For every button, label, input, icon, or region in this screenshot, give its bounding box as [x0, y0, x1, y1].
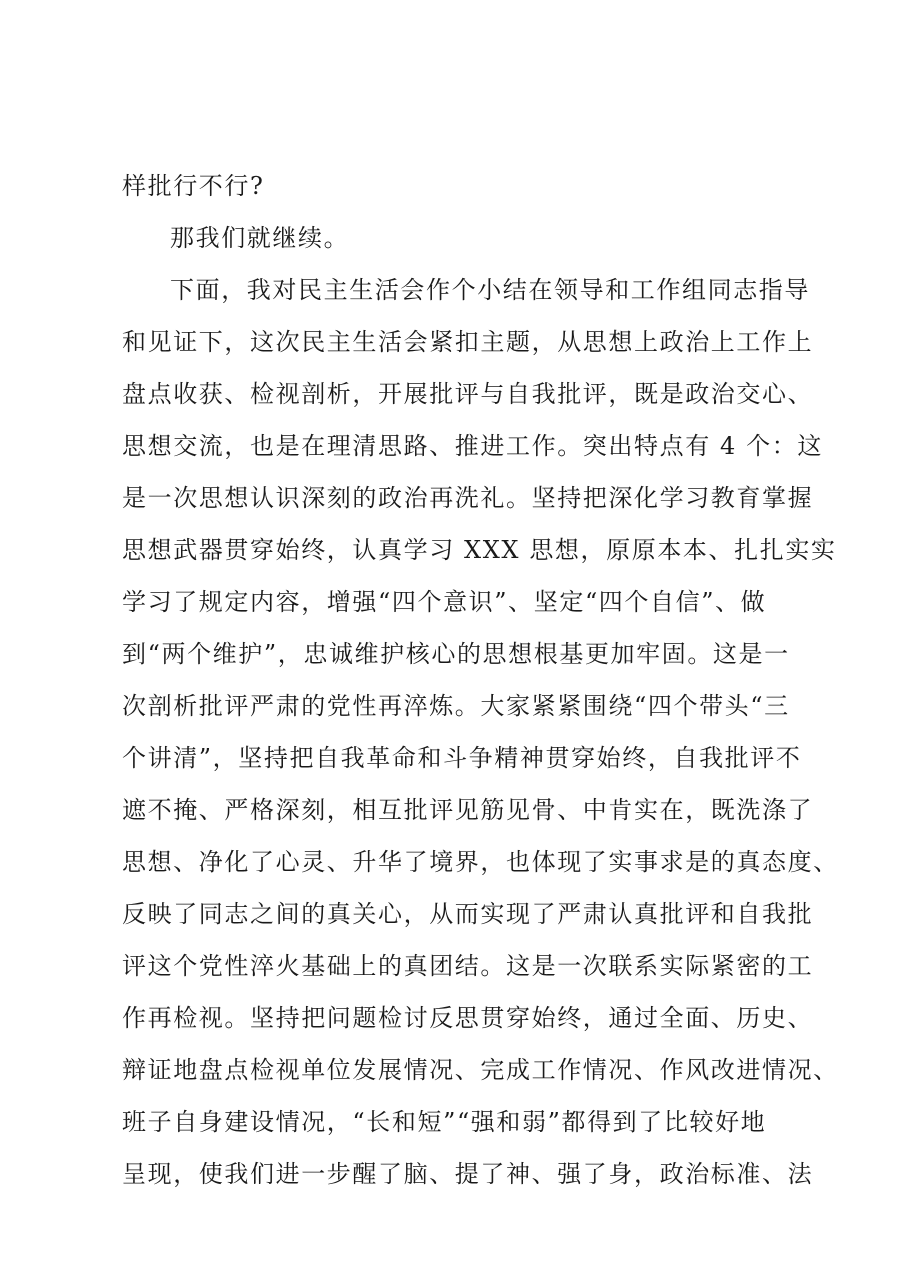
text-line: 到“两个维护”，忠诚维护核心的思想根基更加牢固。这是一 [122, 640, 790, 668]
text-line: 呈现，使我们进一步醒了脑、提了神、强了身，政治标准、法 [122, 1160, 814, 1188]
text-line: 是一次思想认识深刻的政治再洗礼。坚持把深化学习教育掌握 [122, 484, 814, 512]
text-line: 反映了同志之间的真关心，从而实现了严肃认真批评和自我批 [122, 900, 814, 928]
text-line: 学习了规定内容，增强“四个意识”、坚定“四个自信”、做 [122, 588, 767, 616]
text-line: 那我们就继续。 [170, 224, 350, 252]
text-line: 个讲清”，坚持把自我革命和斗争精神贯穿始终，自我批评不 [122, 744, 802, 772]
text-line: 作再检视。坚持把问题检讨反思贯穿始终，通过全面、历史、 [122, 1004, 814, 1032]
body-text [122, 160, 839, 1200]
text-line: 辩证地盘点检视单位发展情况、完成工作情况、作风改进情况、 [122, 1056, 839, 1084]
text-line: 思想交流，也是在理清思路、推进工作。突出特点有 4 个：这 [122, 432, 823, 460]
text-line: 次剖析批评严肃的党性再淬炼。大家紧紧围绕“四个带头“三 [122, 692, 790, 720]
text-line: 和见证下，这次民主生活会紧扣主题，从思想上政治上工作上 [122, 328, 814, 356]
text-line: 遮不掩、严格深刻，相互批评见筋见骨、中肯实在，既洗涤了 [122, 796, 814, 824]
text-line: 思想武器贯穿始终，认真学习 XXX 思想，原原本本、扎扎实实 [122, 536, 837, 564]
text-line: 样批行不行? [122, 172, 265, 200]
text-line: 思想、净化了心灵、升华了境界，也体现了实事求是的真态度、 [122, 848, 839, 876]
text-line: 评这个党性淬火基础上的真团结。这是一次联系实际紧密的工 [122, 952, 814, 980]
text-line: 下面，我对民主生活会作个小结在领导和工作组同志指导 [170, 276, 810, 304]
text-line: 班子自身建设情况，“长和短”“强和弱”都得到了比较好地 [122, 1108, 767, 1136]
text-line: 盘点收获、检视剖析，开展批评与自我批评，既是政治交心、 [122, 380, 814, 408]
